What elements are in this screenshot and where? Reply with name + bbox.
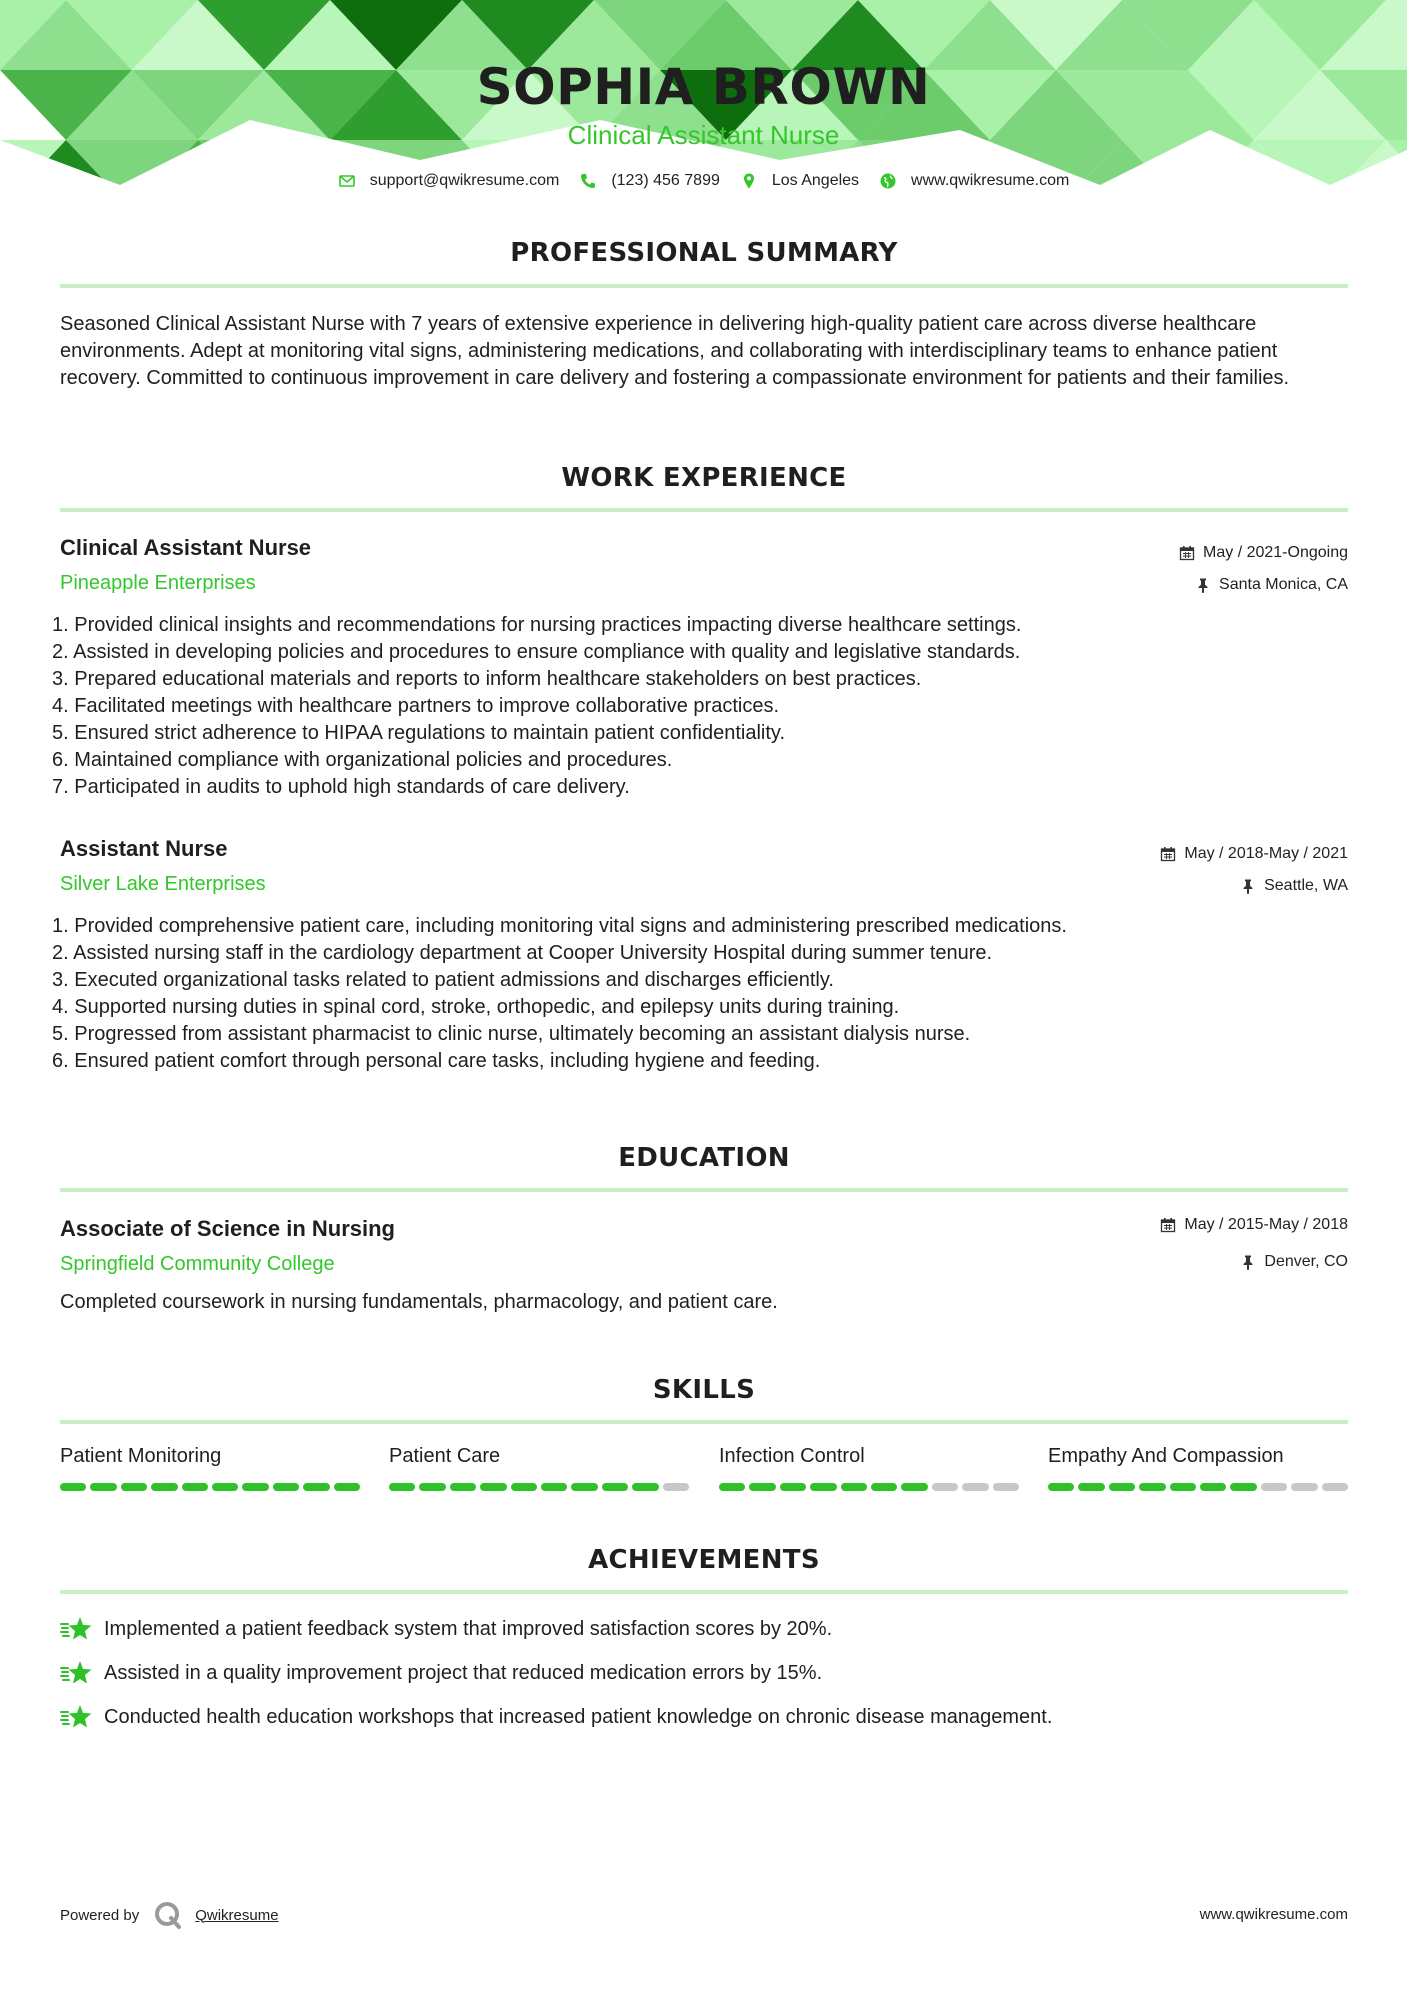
education-location <box>1240 1253 1348 1271</box>
skill-segment-filled <box>90 1483 116 1491</box>
skill-rating-bar <box>719 1483 1019 1491</box>
education-location-text: Denver, CO <box>1264 1253 1348 1270</box>
skill-label: Patient Monitoring <box>60 1445 222 1467</box>
skill-rating-bar <box>60 1483 360 1491</box>
job-1-company: Pineapple Enterprises <box>60 572 256 594</box>
achievement-text: Assisted in a quality improvement project that reduced medication errors by 15%. <box>104 1661 823 1684</box>
contact-bar <box>0 172 1407 190</box>
education-description: Completed coursework in nursing fundamentals, pharmacology, and patient care. <box>60 1291 778 1313</box>
calendar-icon <box>1160 1217 1176 1233</box>
job-2-bullets <box>52 913 1067 1075</box>
achievements-heading: ACHIEVEMENTS <box>588 1545 820 1575</box>
skill-segment-filled <box>151 1483 177 1491</box>
skill-patient-care <box>389 1445 689 1491</box>
achievement-item <box>60 1658 822 1688</box>
list-item: 4. Facilitated meetings with healthcare partners to improve collaborative practices. <box>52 695 780 717</box>
job-2-dates-text: May / 2018-May / 2021 <box>1184 845 1348 862</box>
skill-segment-filled <box>602 1483 628 1491</box>
skill-segment-filled <box>273 1483 299 1491</box>
education-dates-text: May / 2015-May / 2018 <box>1184 1216 1348 1233</box>
skill-segment-empty <box>993 1483 1019 1491</box>
skill-segment-filled <box>1139 1483 1165 1491</box>
website-text: www.qwikresume.com <box>911 172 1070 189</box>
pushpin-icon <box>1240 878 1256 894</box>
skills-heading: SKILLS <box>652 1375 756 1405</box>
skill-segment-filled <box>1230 1483 1256 1491</box>
pushpin-icon <box>1195 577 1211 593</box>
star-trophy-icon <box>60 1702 94 1732</box>
qwikresume-link[interactable]: Qwikresume <box>195 1906 279 1924</box>
email-text: support@qwikresume.com <box>369 172 560 189</box>
skill-segment-filled <box>749 1483 775 1491</box>
experience-heading: WORK EXPERIENCE <box>561 463 847 493</box>
contact-phone[interactable] <box>579 172 720 190</box>
skill-segment-filled <box>1170 1483 1196 1491</box>
skill-segment-filled <box>121 1483 147 1491</box>
skill-rating-bar <box>1048 1483 1348 1491</box>
map-pin-icon <box>740 172 758 190</box>
job-2-dates <box>1160 845 1348 863</box>
summary-divider <box>60 284 1348 288</box>
list-item: 5. Ensured strict adherence to HIPAA regulations to maintain patient confidentiality. <box>52 722 786 744</box>
skill-segment-filled <box>182 1483 208 1491</box>
list-item: 2. Assisted nursing staff in the cardiology department at Cooper University Hospital during summer tenure. <box>52 942 993 964</box>
summary-heading: PROFESSIONAL SUMMARY <box>510 238 898 268</box>
skill-segment-filled <box>212 1483 238 1491</box>
school-name: Springfield Community College <box>60 1253 335 1275</box>
skill-segment-filled <box>511 1483 537 1491</box>
job-1-location <box>1195 576 1348 594</box>
list-item: 1. Provided comprehensive patient care, including monitoring vital signs and administering prescribed medications. <box>52 915 1067 937</box>
star-trophy-icon <box>60 1658 94 1688</box>
summary-text: Seasoned Clinical Assistant Nurse with 7 years of extensive experience in delivering high-quality patient care across diverse healthcare environments. Adept at monitoring vital signs, administering medications, and collaborating with interdisciplinary teams to enhance patient recovery. Committed to continuous improvement in care delivery and fostering a compassionate environment for patients and their families. <box>60 313 1290 389</box>
skill-segment-filled <box>60 1483 86 1491</box>
job-2-title: Assistant Nurse <box>60 836 228 861</box>
candidate-name: SOPHIA BROWN <box>476 58 931 116</box>
skill-segment-filled <box>334 1483 360 1491</box>
list-item: 1. Provided clinical insights and recommendations for nursing practices impacting diverse healthcare settings. <box>52 614 1022 636</box>
skill-segment-filled <box>1200 1483 1226 1491</box>
footer-website-link[interactable]: www.qwikresume.com <box>1199 1906 1348 1923</box>
skills-divider <box>60 1420 1348 1424</box>
education-divider <box>60 1188 1348 1192</box>
skill-segment-filled <box>780 1483 806 1491</box>
skill-segment-filled <box>541 1483 567 1491</box>
skill-patient-monitoring <box>60 1445 360 1491</box>
contact-location <box>740 172 859 190</box>
skill-segment-filled <box>1048 1483 1074 1491</box>
list-item: 5. Progressed from assistant pharmacist to clinic nurse, ultimately becoming an assistant dialysis nurse. <box>52 1023 971 1045</box>
phone-icon <box>579 172 597 190</box>
skill-label: Patient Care <box>389 1445 501 1467</box>
envelope-icon <box>338 172 356 190</box>
degree-title: Associate of Science in Nursing <box>60 1216 395 1241</box>
skill-segment-empty <box>1261 1483 1287 1491</box>
list-item: 6. Ensured patient comfort through personal care tasks, including hygiene and feeding. <box>52 1050 821 1072</box>
achievement-item <box>60 1702 1052 1732</box>
skill-segment-empty <box>663 1483 689 1491</box>
skill-segment-filled <box>450 1483 476 1491</box>
job-1-bullets <box>52 612 1021 801</box>
skill-segment-filled <box>571 1483 597 1491</box>
phone-text: (123) 456 7899 <box>611 172 720 189</box>
experience-divider <box>60 508 1348 512</box>
list-item: 3. Executed organizational tasks related to patient admissions and discharges efficiently. <box>52 969 834 991</box>
star-trophy-icon <box>60 1614 94 1644</box>
achievements-divider <box>60 1590 1348 1594</box>
skill-segment-filled <box>871 1483 897 1491</box>
list-item: 3. Prepared educational materials and reports to inform healthcare stakeholders on best practices. <box>52 668 922 690</box>
powered-by-label: Powered by <box>60 1906 140 1924</box>
list-item: 6. Maintained compliance with organizational policies and procedures. <box>52 749 673 771</box>
job-2-company: Silver Lake Enterprises <box>60 873 266 895</box>
skill-segment-empty <box>962 1483 988 1491</box>
achievement-item <box>60 1614 832 1644</box>
pushpin-icon <box>1240 1254 1256 1270</box>
skill-segment-filled <box>242 1483 268 1491</box>
skill-segment-empty <box>932 1483 958 1491</box>
skill-empathy-and-compassion <box>1048 1445 1348 1491</box>
skill-rating-bar <box>389 1483 689 1491</box>
job-1-dates <box>1179 544 1348 562</box>
globe-icon <box>879 172 897 190</box>
footer-powered-by <box>60 1900 279 1930</box>
skill-segment-filled <box>810 1483 836 1491</box>
skill-segment-filled <box>1078 1483 1104 1491</box>
job-title-subtitle: Clinical Assistant Nurse <box>567 120 840 150</box>
skill-segment-filled <box>719 1483 745 1491</box>
skill-segment-filled <box>901 1483 927 1491</box>
achievement-text: Conducted health education workshops that increased patient knowledge on chronic disease management. <box>104 1705 1053 1728</box>
list-item: 7. Participated in audits to uphold high standards of care delivery. <box>52 776 630 798</box>
skill-segment-filled <box>841 1483 867 1491</box>
job-1-title: Clinical Assistant Nurse <box>60 535 312 560</box>
location-text: Los Angeles <box>771 172 860 189</box>
skill-segment-filled <box>303 1483 329 1491</box>
list-item: 4. Supported nursing duties in spinal cord, stroke, orthopedic, and epilepsy units during training. <box>52 996 900 1018</box>
job-2-location <box>1240 877 1348 895</box>
skill-infection-control <box>719 1445 1019 1491</box>
contact-website[interactable] <box>879 172 1069 190</box>
skill-segment-filled <box>632 1483 658 1491</box>
skill-segment-empty <box>1291 1483 1317 1491</box>
contact-email[interactable] <box>338 172 560 190</box>
skill-segment-filled <box>389 1483 415 1491</box>
skill-label: Empathy And Compassion <box>1048 1445 1284 1467</box>
job-2-location-text: Seattle, WA <box>1264 877 1348 894</box>
education-dates <box>1160 1216 1348 1234</box>
calendar-icon <box>1160 846 1176 862</box>
job-1-location-text: Santa Monica, CA <box>1219 576 1348 593</box>
skill-segment-filled <box>1109 1483 1135 1491</box>
job-1-dates-text: May / 2021-Ongoing <box>1203 544 1348 561</box>
calendar-icon <box>1179 545 1195 561</box>
list-item: 2. Assisted in developing policies and procedures to ensure compliance with quality and legislative standards. <box>52 641 1021 663</box>
education-heading: EDUCATION <box>618 1143 790 1173</box>
qwikresume-logo-icon <box>153 1900 183 1930</box>
skill-label: Infection Control <box>719 1445 865 1467</box>
skill-segment-filled <box>419 1483 445 1491</box>
skill-segment-empty <box>1322 1483 1348 1491</box>
skill-segment-filled <box>480 1483 506 1491</box>
achievement-text: Implemented a patient feedback system that improved satisfaction scores by 20%. <box>104 1617 833 1640</box>
